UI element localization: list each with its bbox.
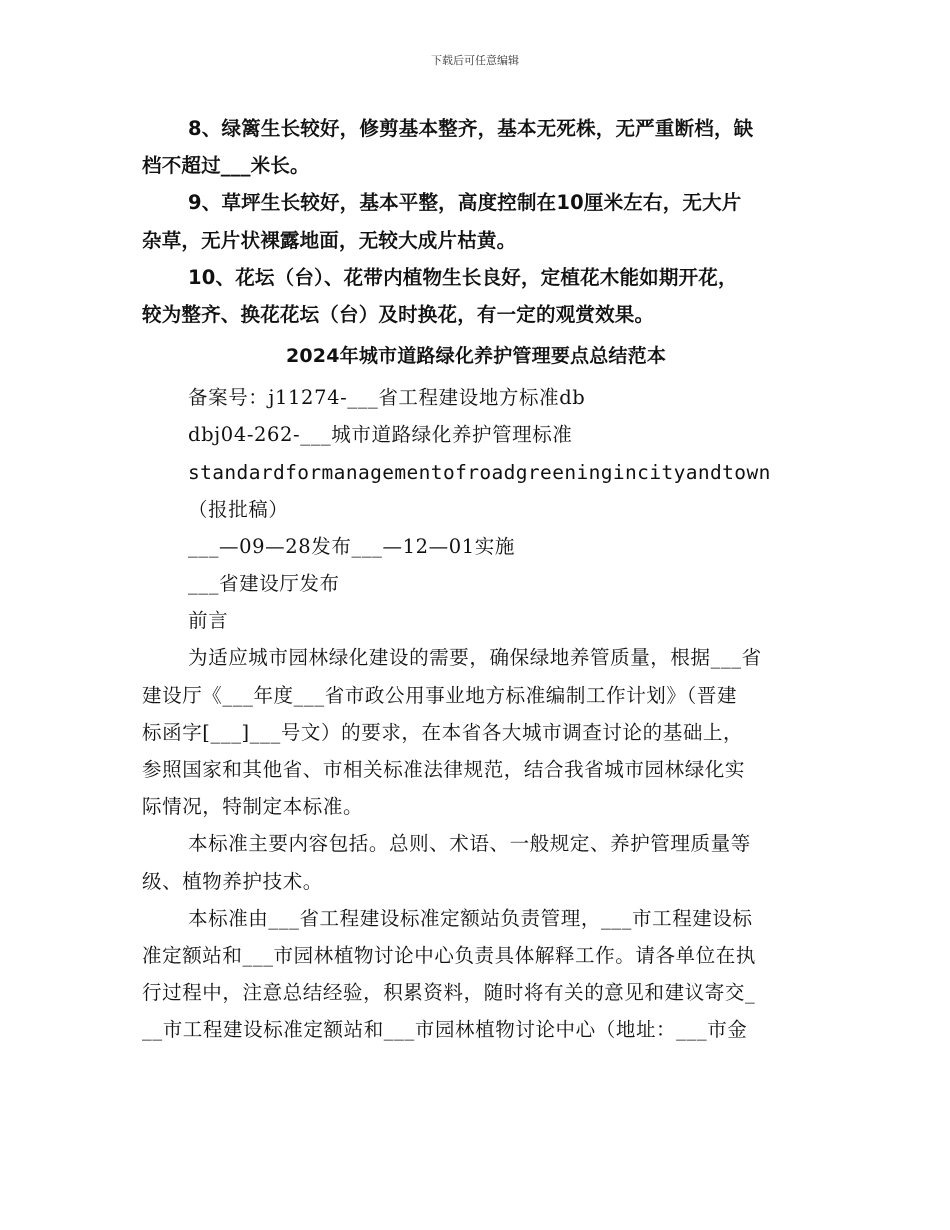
- preface-p1-line-3: 标函字[___]___号文）的要求，在本省各大城市调查讨论的基础上，: [142, 720, 744, 744]
- item-9-line-1: 9、草坪生长较好，基本平整，高度控制在10厘米左右，无大片: [188, 191, 742, 215]
- item-10-line-2: 较为整齐、换花花坛（台）及时换花，有一定的观赏效果。: [142, 302, 655, 326]
- preface-p1-line-4: 参照国家和其他省、市相关标准法律规范，结合我省城市园林绿化实: [142, 758, 746, 781]
- preface-p3-line-4: __市工程建设标准定额站和___市园林植物讨论中心（地址：___市金: [142, 1018, 748, 1042]
- draft-status: （报批稿）: [188, 497, 289, 521]
- preface-p1-line-2: 建设厅《___年度___省市政公用事业地方标准编制工作计划》（晋建: [142, 683, 738, 707]
- preface-p3-line-1: 本标准由___省工程建设标准定额站负责管理，___市工程建设标: [188, 906, 753, 930]
- publisher: ___省建设厅发布: [188, 572, 340, 596]
- item-8-line-2: 档不超过___米长。: [142, 154, 310, 178]
- standard-english-title: standardformanagementofroadgreeningincityandtown: [188, 460, 771, 484]
- publish-dates: ___—09—28发布___—12—01实施: [188, 534, 515, 558]
- preface-p1-line-1: 为适应城市园林绿化建设的需要，确保绿地养管质量，根据___省: [188, 646, 762, 670]
- item-8-line-1: 8、绿篱生长较好，修剪基本整齐，基本无死株，无严重断档，缺: [188, 117, 754, 140]
- record-number: 备案号：j11274-___省工程建设地方标准db: [188, 386, 586, 410]
- section-title: 2024年城市道路绿化养护管理要点总结范本: [285, 345, 667, 368]
- preface-p2-line-2: 级、植物养护技术。: [142, 869, 323, 893]
- preface-p3-line-3: 行过程中，注意总结经验，积累资料，随时将有关的意见和建议寄交_: [142, 981, 756, 1005]
- document-body: [142, 110, 810, 1049]
- standard-code: dbj04-262-___城市道路绿化养护管理标准: [188, 423, 573, 447]
- preface-heading: 前言: [188, 609, 229, 633]
- item-9-line-2: 杂草，无片状裸露地面，无较大成片枯黄。: [142, 228, 517, 252]
- preface-p1-line-5: 际情况，特制定本标准。: [142, 795, 364, 819]
- preface-p2-line-1: 本标准主要内容包括。总则、术语、一般规定、养护管理质量等: [188, 832, 751, 856]
- page-header-note: 下载后可任意编辑: [431, 54, 519, 67]
- preface-p3-line-2: 准定额站和___市园林植物讨论中心负责具体解释工作。请各单位在执: [142, 943, 756, 967]
- item-10-line-1: 10、花坛（台）、花带内植物生长良好，定植花木能如期开花，: [188, 265, 738, 289]
